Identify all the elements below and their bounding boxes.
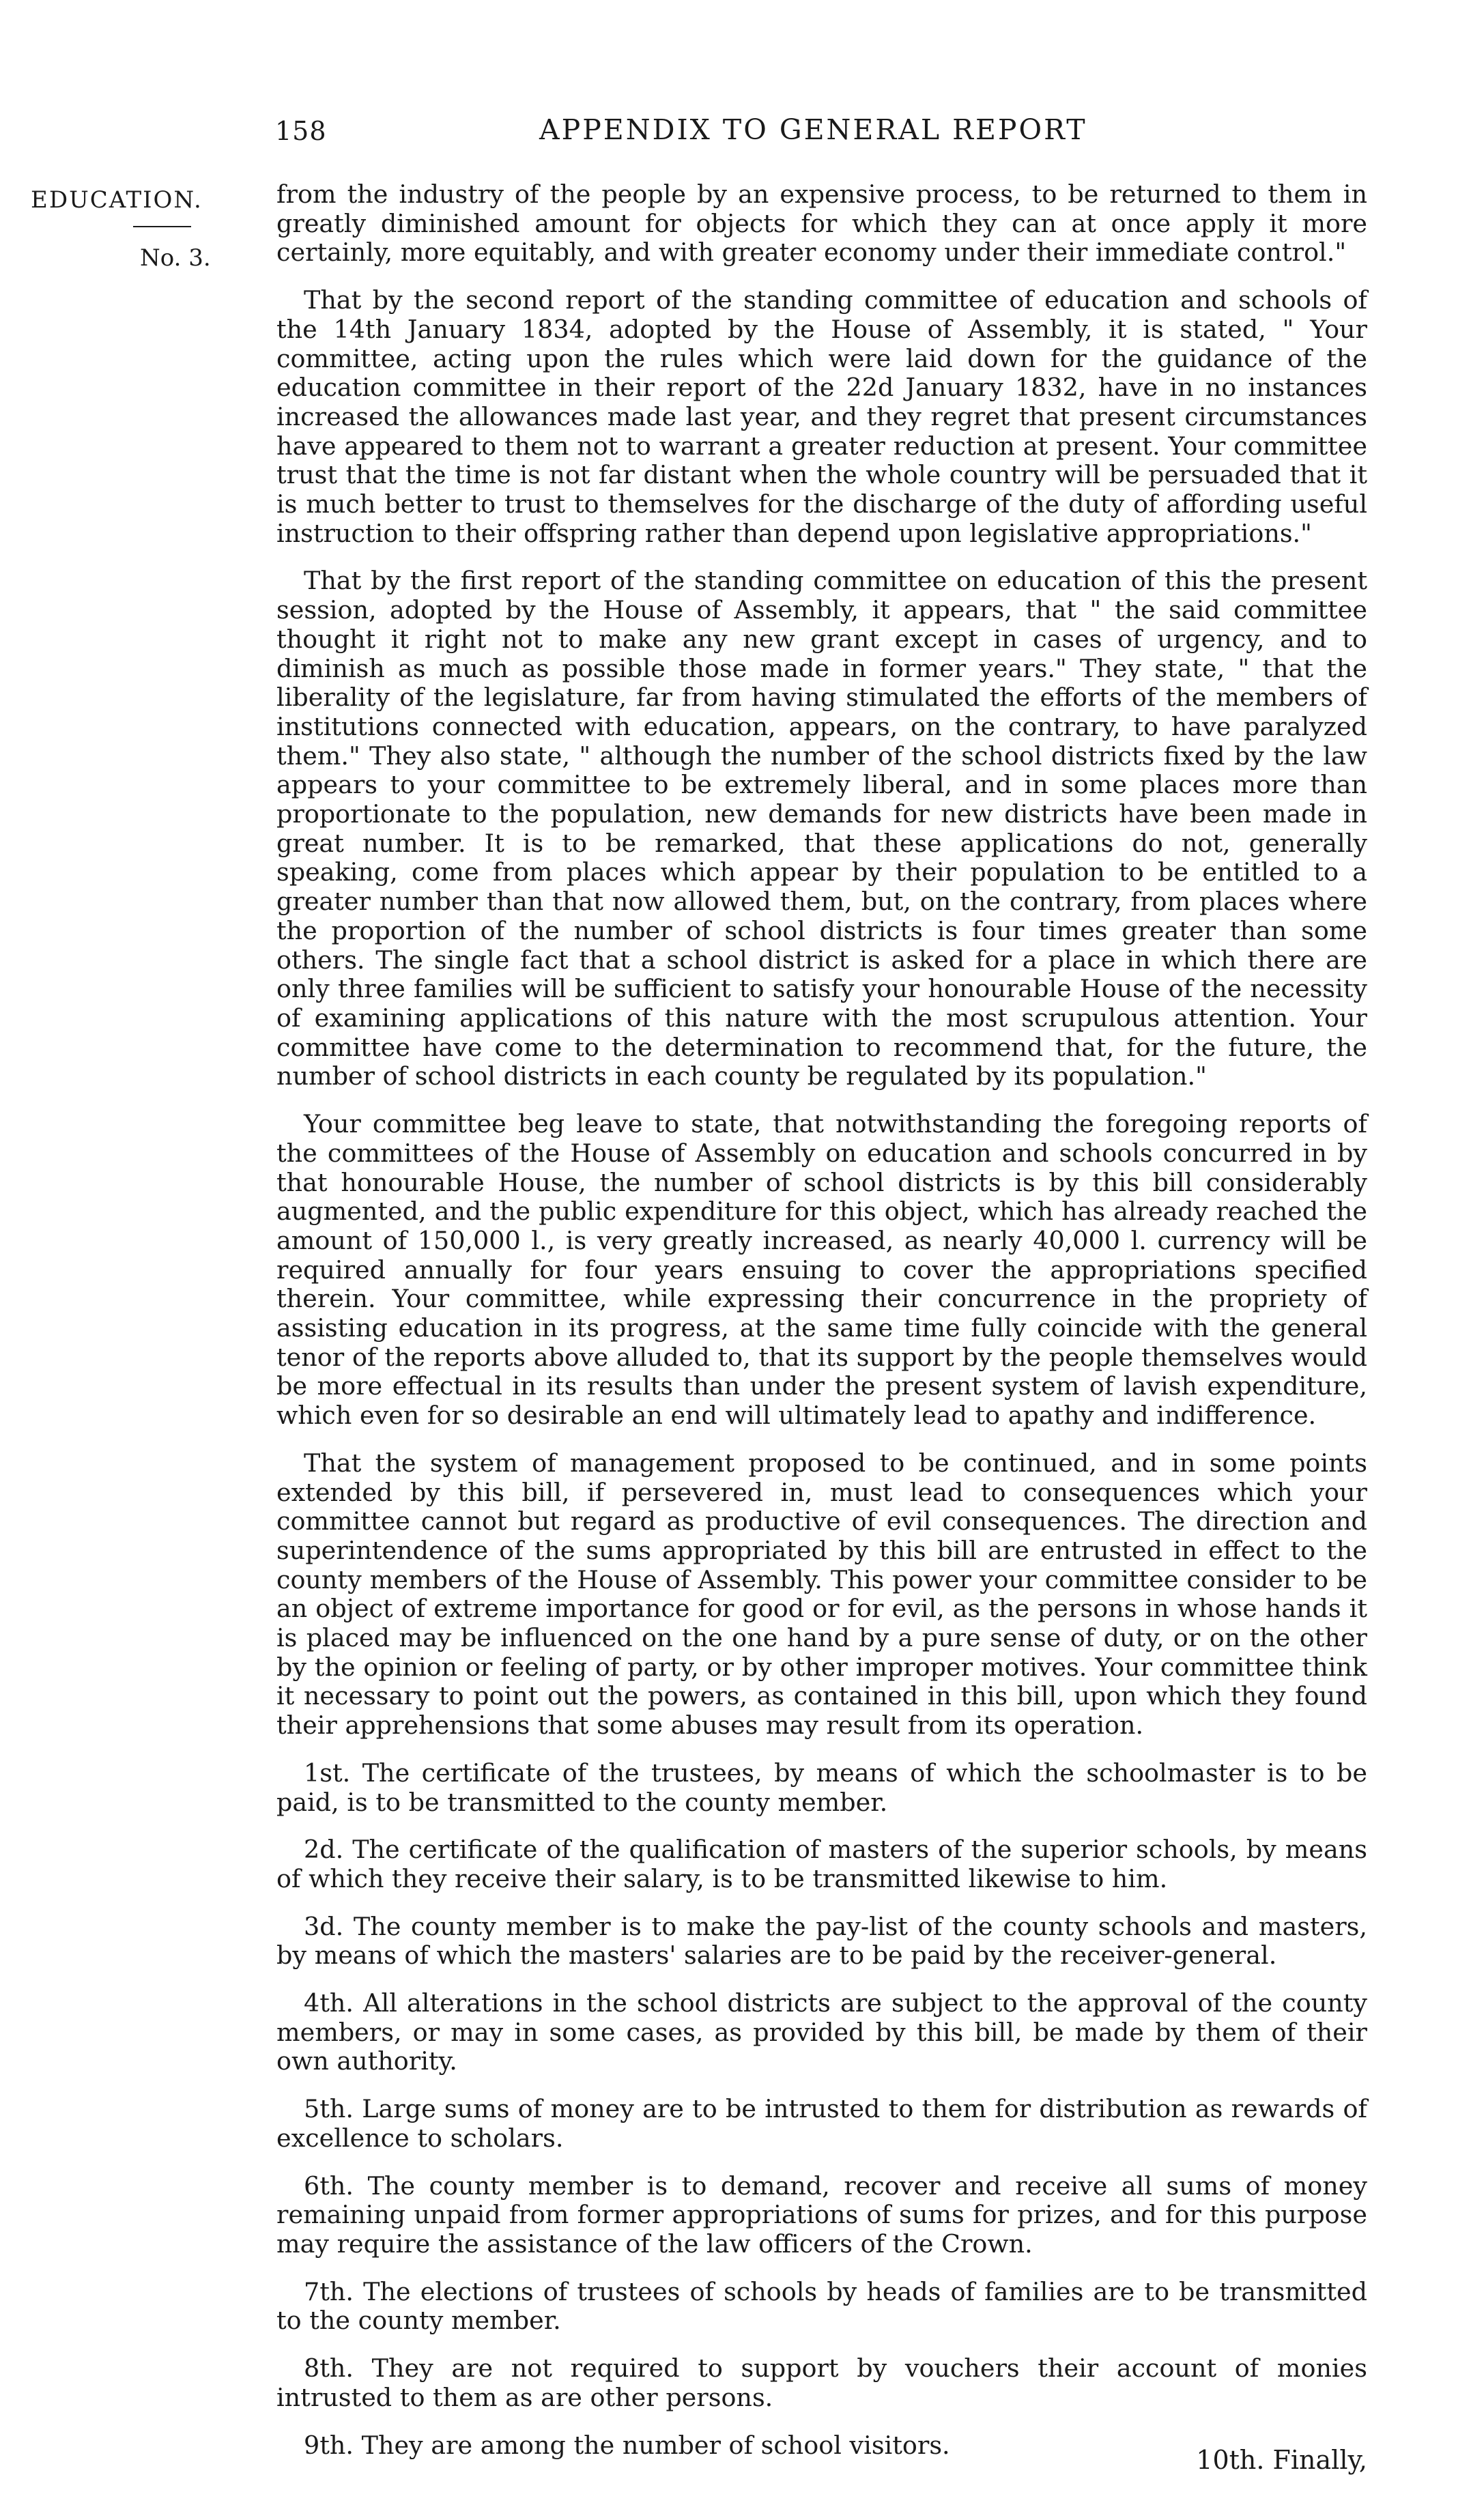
paragraph-system-of-management: That the system of management proposed to be continued, and in some points extended by this bill, if persevered in, must lead to consequences which your committee cannot but regard as productive of evil consequences. The direction and superintendence of the sums appropriated by this bill are entrusted in effect to the county members of the House of Assembly. This power your committee consider to be an object of extreme importance for good or for evil, as the persons in whose hands it is placed may be influenced on the one hand by a pure sense of duty, or on the other by the opinion or feeling of party, or by other improper motives. Your committee think it necessary to point out the powers, as contained in this bill, upon which they found their apprehensions that some abuses may result from its operation. [276,1448,1367,1741]
page-number: 158 [275,116,327,146]
margin-section-label: EDUCATION. [31,186,203,214]
running-title: APPENDIX TO GENERAL REPORT [539,113,1087,146]
paragraph-first-report: That by the first report of the standing committee on education of this the present session, adopted by the House of Assembly, it appears, that " the said committee thought it right not to make any new grant except in cases of urgency, and to diminish as much as possible those made in former years." They state, " that the liberality of the legislature, far from having stimulated the efforts of the members of institutions connected with education, appears, on the contrary, to have paralyzed them." They also state, " although the number of the school districts fixed by the law appears to your committee to be extremely liberal, and in some places more than proportionate to the population, new demands for new districts have been made in great number. It is to be remarked, that these applications do not, generally speaking, come from places which appear by their population to be entitled to a greater number than that now allowed them, but, on the contrary, from places where the proportion of the number of school districts is four times greater than some others. The single fact that a school district is asked for a place in which there are only three families will be sufficient to satisfy your honourable House of the necessity of examining applications of this nature with the most scrupulous attention. Your committee have come to the determination to recommend that, for the future, the number of school districts in each county be regulated by its population." [276,566,1367,1091]
list-item-7th: 7th. The elections of trustees of schools by heads of families are to be transmitted to the county member. [276,2276,1367,2336]
list-item-9th: 9th. They are among the number of school visitors. [304,2430,950,2460]
paragraph-committee-statement: Your committee beg leave to state, that notwithstanding the foregoing reports of the committees of the House of Assembly on education and schools concurred in by that honourable House, the number of school districts is by this bill considerably augmented, and the public expenditure for this object, which has already reached the amount of 150,000 l., is very greatly increased, as nearly 40,000 l. currency will be required annually for four years ensuing to cover the appropriations specified therein. Your committee, while expressing their concurrence in the propriety of assisting education in its progress, at the same time fully coincide with the general tenor of the reports above alluded to, that its support by the people themselves would be more effectual in its results than under the present system of lavish expenditure, which even for so desirable an end will ultimately lead to apathy and indifference. [276,1109,1367,1431]
list-item-6th: 6th. The county member is to demand, recover and receive all sums of money remaining unpaid from former appropriations of sums for prizes, and for this purpose may require the assistance of the law officers of the Crown. [276,2171,1367,2259]
list-item-4th: 4th. All alterations in the school districts are subject to the approval of the county members, or may in some cases, as provided by this bill, be made by them of their own authority. [276,1988,1367,2076]
margin-document-number: No. 3. [140,244,211,272]
list-item-8th: 8th. They are not required to support by vouchers their account of monies intrusted to them as are other persons. [276,2353,1367,2412]
paragraph-continuation: from the industry of the people by an expensive process, to be returned to them in greatly diminished amount for objects for which they can at once apply it more certainly, more equitably, and with greater economy under their immediate control." [276,180,1367,268]
list-item-1st: 1st. The certificate of the trustees, by means of which the schoolmaster is to be paid, is to be transmitted to the county member. [276,1758,1367,1817]
margin-note [31,186,263,272]
margin-rule [133,226,191,227]
catchword: 10th. Finally, [1196,2445,1367,2475]
list-item-3d: 3d. The county member is to make the pay-list of the county schools and masters, by means of which the masters' salaries are to be paid by the receiver-general. [276,1911,1367,1971]
list-item-5th: 5th. Large sums of money are to be intrusted to them for distribution as rewards of excellence to scholars. [276,2094,1367,2153]
paragraph-second-report: That by the second report of the standing committee of education and schools of the 14th January 1834, adopted by the House of Assembly, it is stated, " Your committee, acting upon the rules which were laid down for the guidance of the education committee in their report of the 22d January 1832, have in no instances increased the allowances made last year, and they regret that present circumstances have appeared to them not to warrant a greater reduction at present. Your committee trust that the time is not far distant when the whole country will be persuaded that it is much better to trust to themselves for the discharge of the duty of affording useful instruction to their offspring rather than depend upon legislative appropriations." [276,285,1367,548]
text-body [276,180,1367,2478]
list-item-2d: 2d. The certificate of the qualification of masters of the superior schools, by means of which they receive their salary, is to be transmitted likewise to him. [276,1835,1367,1893]
